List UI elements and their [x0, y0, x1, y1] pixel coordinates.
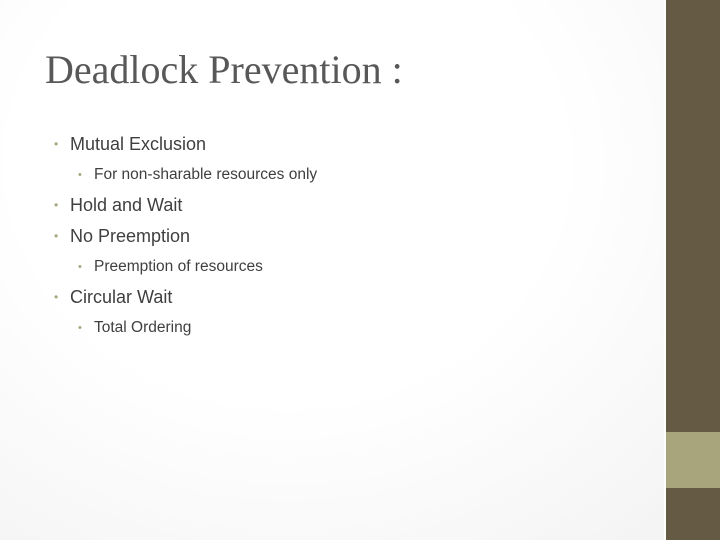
sub-bullet-item	[52, 252, 652, 282]
sidebar-accent-block	[666, 432, 720, 488]
bullet-icon: •	[54, 229, 59, 243]
bullet-icon: •	[78, 261, 82, 273]
sub-bullet-item	[52, 160, 652, 190]
bullet-item	[52, 221, 652, 252]
bullet-icon: •	[54, 137, 59, 151]
sub-bullet-text: Total Ordering	[94, 319, 192, 336]
bullet-text: No Preemption	[70, 226, 191, 246]
bullet-text: Mutual Exclusion	[70, 134, 207, 154]
bullet-item	[52, 190, 652, 221]
bullet-item	[52, 282, 652, 313]
sub-bullet-text: For non-sharable resources only	[94, 166, 318, 183]
bullet-text: Circular Wait	[70, 287, 173, 307]
slide-title: Deadlock Prevention :	[45, 47, 403, 92]
bullet-icon: •	[78, 169, 82, 181]
bullet-list	[52, 129, 652, 343]
bullet-text: Hold and Wait	[70, 195, 183, 215]
bullet-icon: •	[78, 322, 82, 334]
sub-bullet-item	[52, 313, 652, 343]
bullet-item	[52, 129, 652, 160]
sub-bullet-text: Preemption of resources	[94, 258, 263, 275]
bullet-icon: •	[54, 198, 59, 212]
bullet-icon: •	[54, 290, 59, 304]
